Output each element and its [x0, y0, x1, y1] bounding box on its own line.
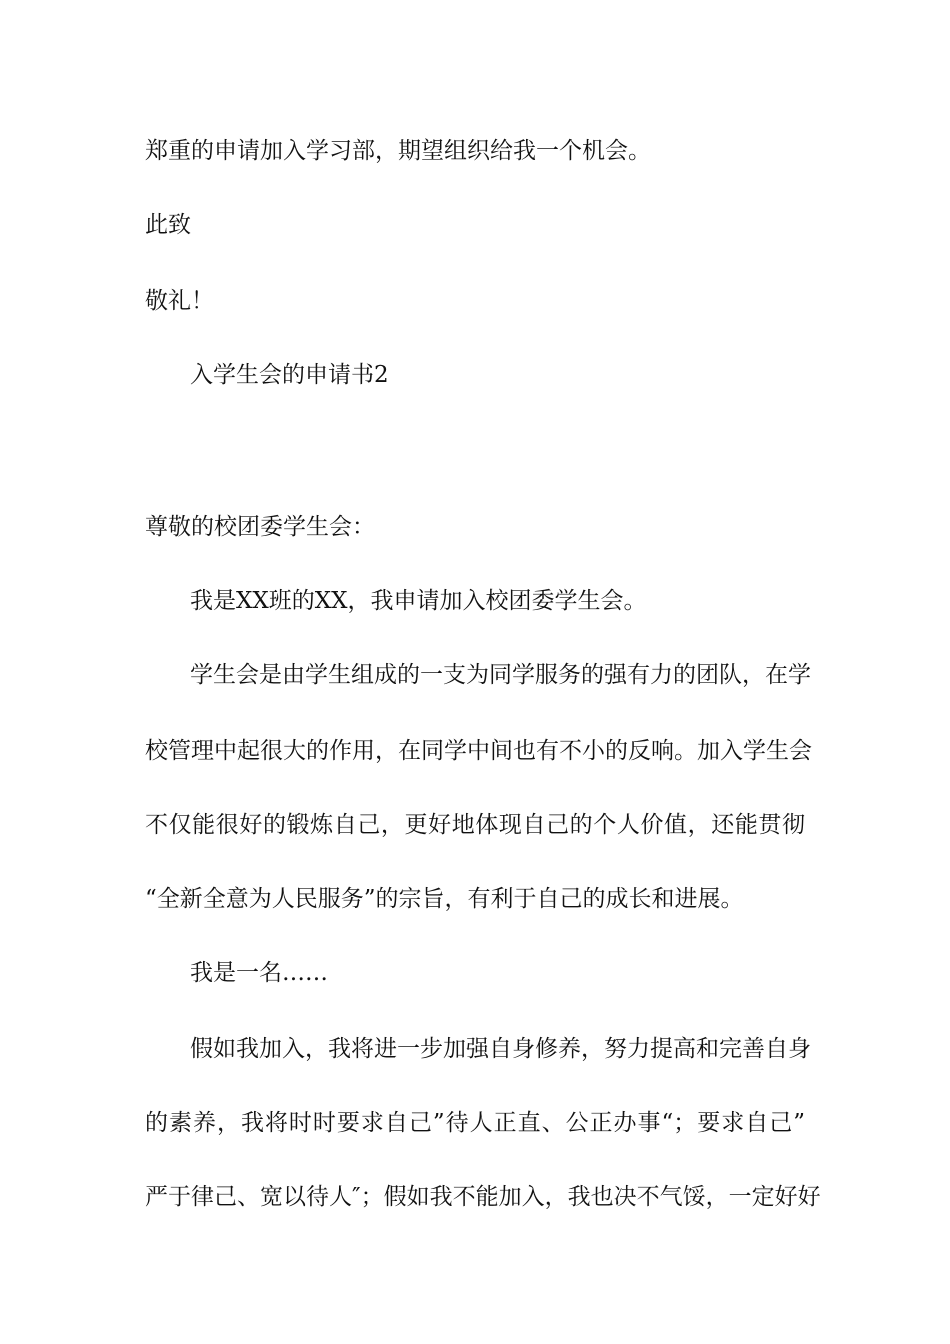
- text-line: 我是一名……: [190, 960, 328, 986]
- text-line: 不仅能很好的锻炼自己，更好地体现自己的个人价值，还能贯彻: [145, 812, 805, 838]
- text-line: 校管理中起很大的作用，在同学中间也有不小的反响。加入学生会: [145, 738, 812, 764]
- text-line: 的素养，我将时时要求自己”待人正直、公正办事“；要求自己”: [145, 1110, 805, 1136]
- section-title: 入学生会的申请书2: [190, 362, 389, 388]
- text-line: 学生会是由学生组成的一支为同学服务的强有力的团队，在学: [190, 662, 811, 688]
- closing-salutation: 此致: [145, 212, 191, 238]
- greeting: 尊敬的校团委学生会：: [145, 514, 375, 540]
- text-line: 假如我加入，我将进一步加强自身修养，努力提高和完善自身: [190, 1036, 811, 1062]
- text-line: 严于律己、宽以待人″；假如我不能加入，我也决不气馁，一定好好: [145, 1184, 821, 1210]
- text-line: 我是XX班的XX，我申请加入校团委学生会。: [190, 588, 647, 614]
- text-line: “全新全意为人民服务”的宗旨，有利于自己的成长和进展。: [145, 886, 744, 912]
- text-line: 郑重的申请加入学习部，期望组织给我一个机会。: [145, 138, 651, 164]
- closing-regards: 敬礼！: [145, 288, 214, 314]
